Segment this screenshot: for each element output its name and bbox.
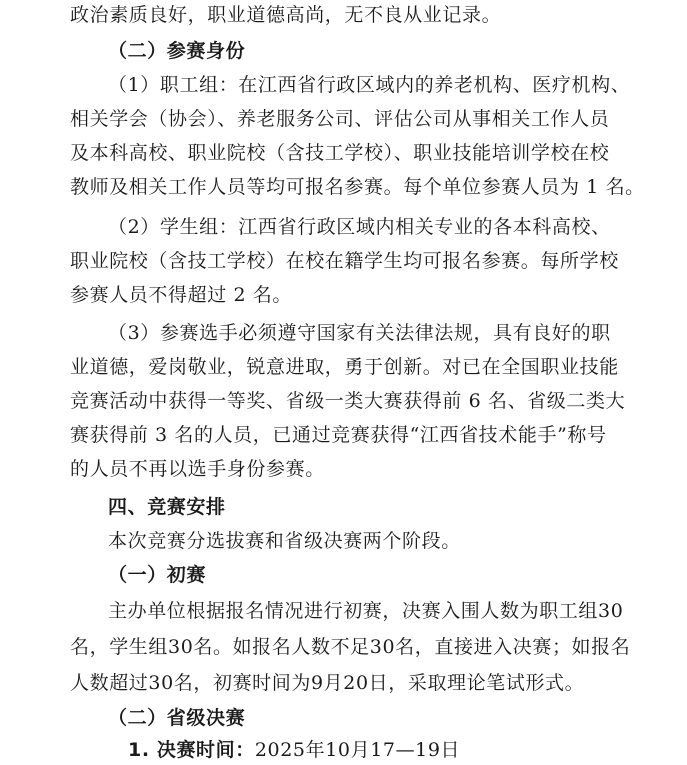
paragraph-line: （3）参赛选手必须遵守国家有关法律法规，具有良好的职: [108, 322, 611, 344]
section-title-competition-arrangement: 四、竞赛安排: [108, 496, 226, 518]
paragraph-line: 政治素质良好，职业道德高尚，无不良从业记录。: [70, 4, 502, 26]
final-time-label: 1. 决赛时间：: [128, 739, 255, 761]
section-title-participant-identity: （二）参赛身份: [108, 40, 246, 62]
final-time-line: [128, 737, 687, 763]
paragraph-line: 相关学会（协会）、养老服务公司、评估公司从事相关工作人员: [70, 108, 610, 130]
paragraph-line: 职业院校（含技工学校）在校在籍学生均可报名参赛。每所学校: [70, 250, 619, 272]
paragraph-line: （1）职工组：在江西省行政区域内的养老机构、医疗机构、: [108, 74, 631, 96]
final-time-value: 2025年10月17—19日: [254, 739, 461, 761]
section-title-preliminary: （一）初赛: [108, 564, 207, 586]
paragraph-line: 本次竞赛分选拔赛和省级决赛两个阶段。: [108, 530, 461, 552]
section-title-provincial-final: （二）省级决赛: [108, 707, 246, 729]
paragraph-line: 主办单位根据报名情况进行初赛，决赛入围人数为职工组30: [108, 600, 624, 622]
paragraph-line: 的人员不再以选手身份参赛。: [70, 458, 325, 480]
paragraph-line: 教师及相关工作人员等均可报名参赛。每个单位参赛人员为 1 名。: [70, 176, 645, 198]
paragraph-line: 名，学生组30名。如报名人数不足30名，直接进入决赛；如报名: [70, 636, 631, 658]
paragraph-line: 参赛人员不得超过 2 名。: [70, 284, 292, 306]
paragraph-line: 业道德，爱岗敬业，锐意进取，勇于创新。对已在全国职业技能: [70, 356, 619, 378]
paragraph-line: 竞赛活动中获得一等奖、省级一类大赛获得前 6 名、省级二类大: [70, 390, 626, 412]
paragraph-line: （2）学生组：江西省行政区域内相关专业的各本科高校、: [108, 216, 611, 238]
paragraph-line: 赛获得前 3 名的人员，已通过竞赛获得“江西省技术能手”称号: [70, 424, 607, 446]
paragraph-line: 及本科高校、职业院校（含技工学校）、职业技能培训学校在校: [70, 142, 610, 164]
paragraph-line: 人数超过30名，初赛时间为9月20日，采取理论笔试形式。: [70, 672, 585, 694]
